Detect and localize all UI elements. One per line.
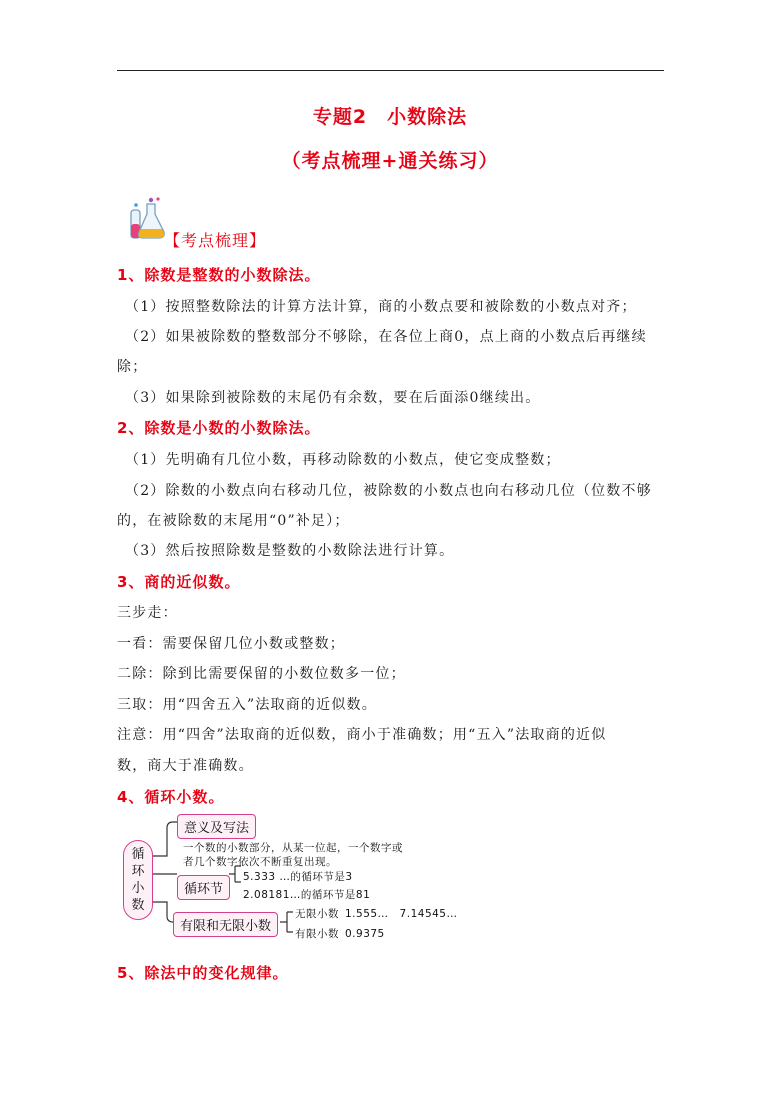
mindmap-repetend-example-2: 2.08181…的循环节是81 xyxy=(243,889,371,901)
heading-2: 2、除数是小数的小数除法。 xyxy=(117,419,321,437)
mindmap-infinite-label: 无限小数 xyxy=(295,908,339,920)
mindmap-branch-repetend: 循环节 xyxy=(177,875,230,900)
s3-l4: 三取：用“四舍五入”法取商的近似数。 xyxy=(117,697,377,713)
s3-l5b: 数，商大于准确数。 xyxy=(117,758,254,774)
mindmap-root: 循 环 小 数 xyxy=(123,840,153,920)
heading-1: 1、除数是整数的小数除法。 xyxy=(117,266,321,284)
s3-l2: 一看：需要保留几位小数或整数； xyxy=(117,636,345,652)
mindmap-finite-label: 有限小数 xyxy=(295,928,339,940)
s1-p2a: （2）如果被除数的整数部分不够除，在各位上商0，点上商的小数点后再继续 xyxy=(125,329,647,345)
mindmap-infinite-values: 1.555… 7.14545… xyxy=(345,908,458,920)
lab-flask-icon xyxy=(127,196,169,242)
mindmap-finite-values: 0.9375 xyxy=(345,928,385,940)
recurring-decimal-mindmap xyxy=(117,812,537,952)
s3-l3: 二除：除到比需要保留的小数位数多一位； xyxy=(117,666,406,682)
header-rule xyxy=(117,70,664,71)
s2-p1: （1）先明确有几位小数，再移动除数的小数点，使它变成整数； xyxy=(125,452,561,468)
mindmap-meaning-text-b: 者几个数字依次不断重复出现。 xyxy=(183,856,337,868)
s3-l5a: 注意：用“四舍”法取商的近似数，商小于准确数；用“五入”法取商的近似 xyxy=(117,727,607,743)
s2-p2a: （2）除数的小数点向右移动几位，被除数的小数点也向右移动几位（位数不够 xyxy=(125,483,652,499)
s1-p1: （1）按照整数除法的计算方法计算，商的小数点要和被除数的小数点对齐； xyxy=(125,299,637,315)
heading-5: 5、除法中的变化规律。 xyxy=(117,964,289,982)
heading-3: 3、商的近似数。 xyxy=(117,573,241,591)
mindmap-meaning-text-a: 一个数的小数部分，从某一位起，一个数字或 xyxy=(183,842,403,854)
section-tag: 【考点梳理】 xyxy=(164,231,267,250)
s3-l1: 三步走： xyxy=(117,605,178,621)
s2-p2b: 的，在被除数的末尾用“0”补足）； xyxy=(117,513,350,529)
mindmap-branch-finite-infinite: 有限和无限小数 xyxy=(173,912,278,937)
heading-4: 4、循环小数。 xyxy=(117,788,225,806)
mindmap-branch-meaning: 意义及写法 xyxy=(177,814,256,839)
s1-p2b: 除； xyxy=(117,359,148,375)
mindmap-repetend-example-1: 5.333 …的循环节是3 xyxy=(243,871,353,883)
page-title: 专题2 小数除法 xyxy=(312,106,468,128)
s2-p3: （3）然后按照除数是整数的小数除法进行计算。 xyxy=(125,543,455,559)
page-subtitle: （考点梳理+通关练习） xyxy=(281,150,499,172)
s1-p3: （3）如果除到被除数的末尾仍有余数，要在后面添0继续出。 xyxy=(125,390,541,406)
